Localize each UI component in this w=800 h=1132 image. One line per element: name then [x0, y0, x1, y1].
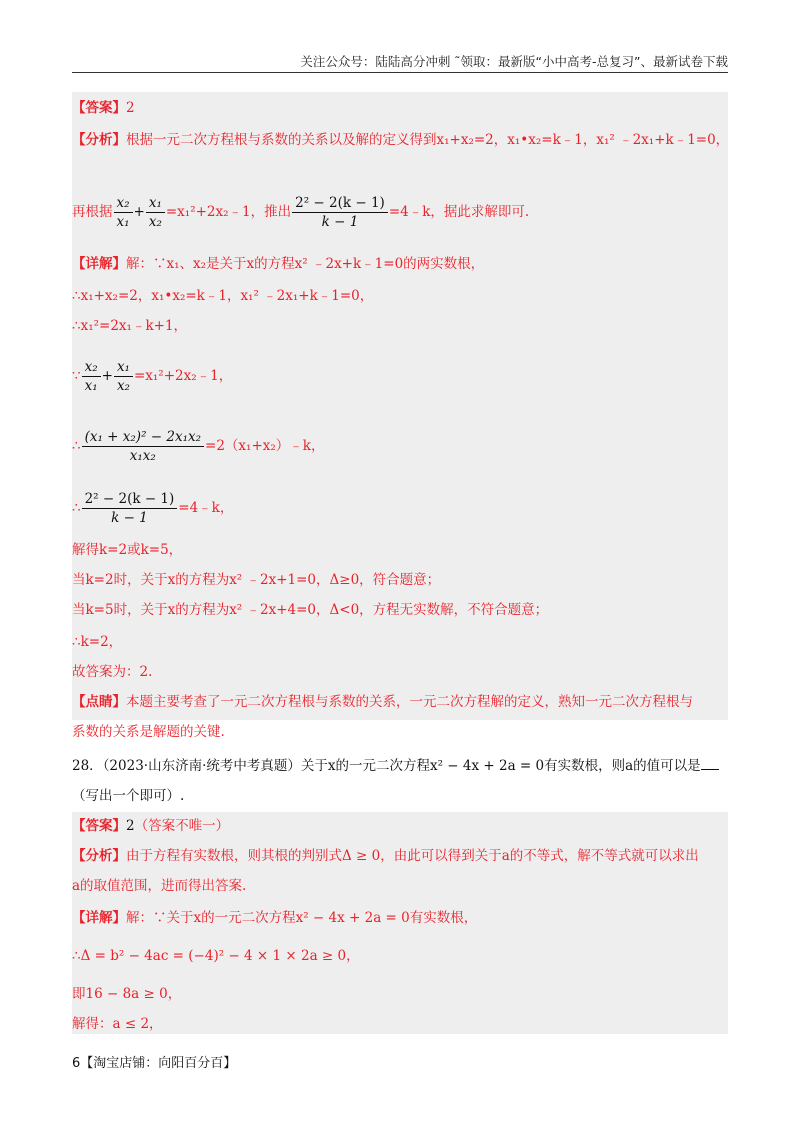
q27-detail-line6	[72, 488, 728, 528]
q27-detail-line3: ∴x₁²=2x₁﹣k+1，	[72, 318, 188, 334]
header-rule	[72, 72, 728, 73]
page-header: 关注公众号：陆陆高分冲刺 ˜领取：最新版“小中高考-总复习”、最新试卷下载	[300, 54, 728, 69]
fraction-x2-x1: $\frac{\text{x₂}}{\text{x₁}}$	[82, 358, 101, 395]
answer-tag: 【答案】	[72, 818, 126, 834]
question-stem: （2023·山东济南·统考中考真题）关于x的一元二次方程x² − 4x + 2a = 0有实数根，则a的值可以是	[102, 758, 701, 774]
analysis-text: 根据一元二次方程根与系数的关系以及解的定义得到x₁+x₂=2，x₁•x₂=k﹣1，x₁² ﹣2x₁+k﹣1=0，	[126, 132, 730, 148]
solution-block-q27	[72, 92, 728, 720]
comment-text: 本题主要考查了一元二次方程根与系数的关系，一元二次方程解的定义，熟知一元二次方程根与	[126, 694, 693, 710]
page-number: 6	[72, 1056, 81, 1071]
fraction-x1-x2: $\frac{\text{x₁}}{\text{x₂}}$	[146, 194, 165, 231]
analysis-tag: 【分析】	[72, 132, 126, 148]
detail-text: 解：∵x₁、x₂是关于x的方程x² ﹣2x+k﹣1=0的两实数根，	[126, 256, 485, 272]
footer-text: 【淘宝店铺：向阳百分百】	[80, 1056, 237, 1071]
q28-analysis-line1	[72, 846, 728, 866]
q28-stem-line2: （写出一个即可）.	[72, 788, 185, 804]
detail-tag: 【详解】	[72, 910, 126, 926]
q28-analysis-line2: a的取值范围，进而得出答案.	[72, 878, 247, 894]
answer-value: 2	[126, 818, 135, 834]
fraction-big: $\frac{\text{2² − 2(k − 1)}}{k - 1}$	[292, 194, 388, 231]
comment-tag: 【点睛】	[72, 694, 126, 710]
q28-answer	[72, 816, 728, 836]
q27-analysis-line2: 再根据 $\frac{\text{x₂}}{\text{x₁}}$ + $\frac{\text{x₁}}{\text{x₂}}$ =x₁²+2x₂﹣1，推出 $\frac{\text{2² − 2(k − 1)}}{k - 1}$ =4﹣k，据此求解即可.	[72, 195, 530, 230]
detail-text: =2（x₁+x₂）﹣k，	[205, 438, 325, 454]
q27-detail-line9: 当k=5时，关于x的方程为x² ﹣2x+4=0，Δ<0，方程无实数解，不符合题意；	[72, 602, 549, 618]
question-number: 28．	[72, 758, 103, 774]
analysis-text: =x₁²+2x₂﹣1，推出	[165, 204, 292, 220]
q28-stem-line1	[72, 756, 728, 776]
page-footer	[72, 1052, 236, 1071]
q27-detail-line11: 故答案为：2.	[72, 664, 153, 680]
detail-text: 解：∵关于x的一元二次方程x² − 4x + 2a = 0有实数根，	[126, 910, 478, 926]
analysis-tag: 【分析】	[72, 848, 126, 864]
q27-answer	[72, 98, 728, 118]
answer-blank	[701, 757, 719, 770]
answer-note: （答案不唯一）	[134, 818, 230, 834]
q27-detail-line5	[72, 426, 728, 466]
detail-text: =4﹣k，	[178, 500, 234, 516]
q27-comment-line1	[72, 692, 728, 712]
analysis-text: 由于方程有实数根，则其根的判别式Δ ≥ 0，由此可以得到关于a的不等式，解不等式就可以求出	[126, 848, 699, 864]
q27-detail-line10: ∴k=2，	[72, 634, 123, 650]
analysis-text: 再根据	[72, 204, 113, 220]
q27-detail-line7: 解得k=2或k=5，	[72, 542, 183, 558]
detail-text: ∴	[72, 500, 81, 516]
q27-detail-line8: 当k=2时，关于x的方程为x² ﹣2x+1=0，Δ≥0，符合题意；	[72, 572, 441, 588]
answer-tag: 【答案】	[72, 100, 126, 116]
answer-value: 2	[126, 100, 135, 116]
detail-text: ∵	[72, 368, 81, 384]
analysis-text: =4﹣k，据此求解即可.	[388, 204, 530, 220]
fraction-x1-x2: $\frac{\text{x₁}}{\text{x₂}}$	[114, 358, 133, 395]
fraction-big: $\frac{\text{2² − 2(k − 1)}}{k - 1}$	[82, 490, 178, 527]
q28-detail-line1	[72, 908, 728, 928]
q28-detail-line4: 解得：a ≤ 2，	[72, 1016, 163, 1032]
q27-comment-line2: 系数的关系是解题的关键.	[72, 724, 225, 740]
detail-text: =x₁²+2x₂﹣1，	[133, 368, 233, 384]
detail-tag: 【详解】	[72, 256, 126, 272]
fraction-sum: $\frac{\text{(x₁ + x₂)² − 2x₁x₂}}{\text{x₁x₂}}$	[82, 428, 204, 465]
q28-detail-line2: ∴Δ = b² − 4ac = (−4)² − 4 × 1 × 2a ≥ 0，	[72, 948, 360, 964]
q28-detail-line3: 即16 − 8a ≥ 0，	[72, 986, 182, 1002]
fraction-x2-x1: $\frac{\text{x₂}}{\text{x₁}}$	[114, 194, 133, 231]
q27-analysis-line1	[72, 130, 728, 150]
q27-detail-line4: ∵ $\frac{\text{x₂}}{\text{x₁}}$ + $\frac{\text{x₁}}{\text{x₂}}$ =x₁²+2x₂﹣1，	[72, 359, 233, 394]
detail-text: ∴	[72, 438, 81, 454]
q27-detail-line2: ∴x₁+x₂=2，x₁•x₂=k﹣1，x₁² ﹣2x₁+k﹣1=0，	[72, 288, 374, 304]
q27-detail-line1	[72, 254, 728, 274]
